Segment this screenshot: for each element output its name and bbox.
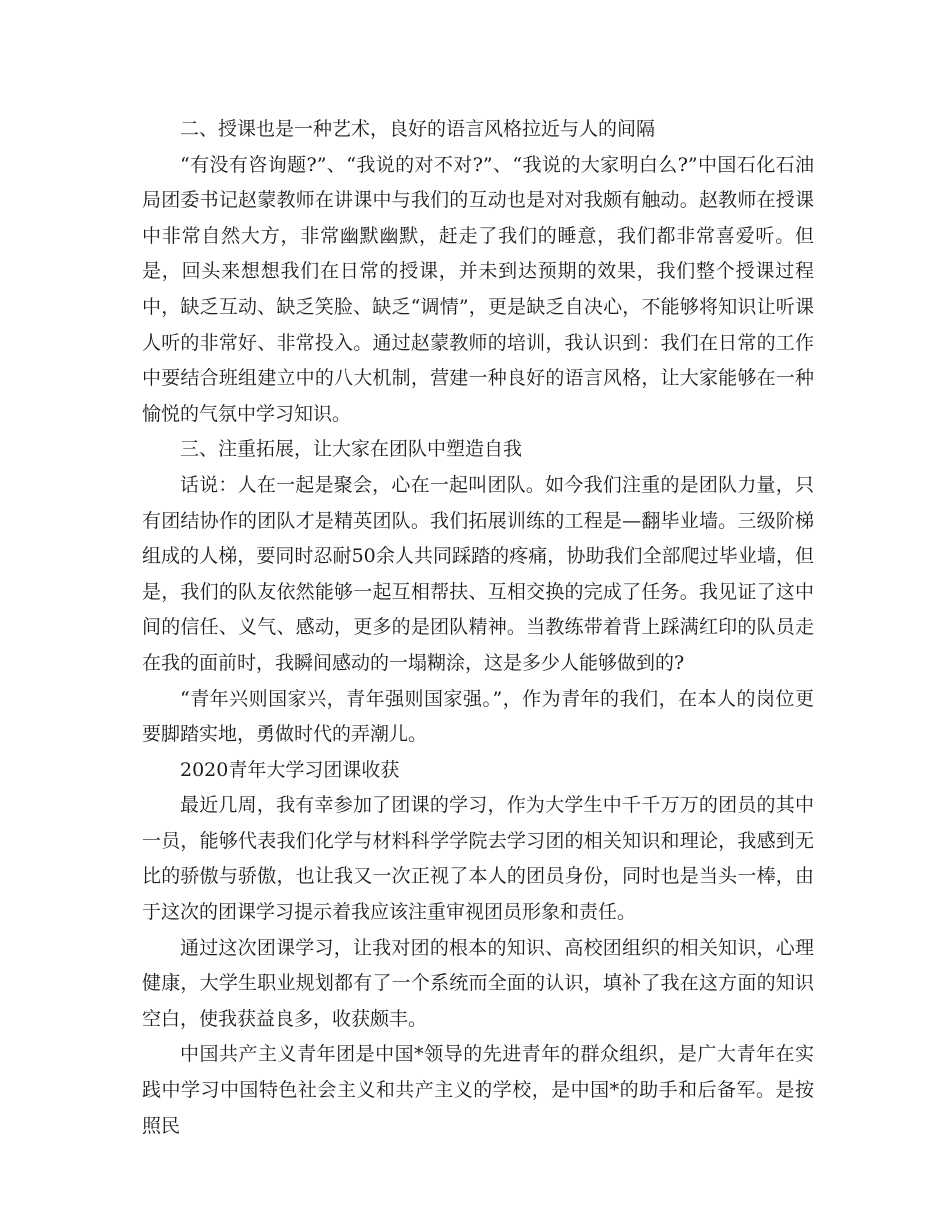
paragraph: 通过这次团课学习，让我对团的根本的知识、高校团组织的相关知识，心理健康，大学生职业规划都有了一个系统而全面的认识，填补了我在这方面的知识空白，使我获益良多，收获颇丰。 — [142, 936, 814, 1030]
paragraph: 中国共产主义青年团是中国*领导的先进青年的群众组织，是广大青年在实践中学习中国特色社会主义和共产主义的学校，是中国*的助手和后备军。是按照民 — [142, 1043, 814, 1137]
paragraph: 话说：人在一起是聚会，心在一起叫团队。如今我们注重的是团队力量，只有团结协作的团队才是精英团队。我们拓展训练的工程是—翻毕业墙。三级阶梯组成的人梯，要同时忍耐50余人共同踩踏的疼痛，协助我们全部爬过毕业墙，但是，我们的队友依然能够一起互相帮扶、互相交换的完成了任务。我见证了这中间的信任、义气、感动，更多的是团队精神。当教练带着背上踩满红印的队员走在我的面前时，我瞬间感动的一塌糊涂，这是多少人能够做到的? — [142, 473, 814, 674]
paragraph: “有没有咨询题?”、“我说的对不对?”、“我说的大家明白么?”中国石化石油局团委书记赵蒙教师在讲课中与我们的互动也是对对我颇有触动。赵教师在授课中非常自然大方，非常幽默幽默，赶走了我们的睡意，我们都非常喜爱听。但是，回头来想想我们在日常的授课，并未到达预期的效果，我们整个授课过程中，缺乏互动、缺乏笑脸、缺乏“调情”，更是缺乏自决心，不能够将知识让听课人听的非常好、非常投入。通过赵蒙教师的培训，我认识到：我们在日常的工作中要结合班组建立中的八大机制，营建一种良好的语言风格，让大家能够在一种愉悦的气氛中学习知识。 — [142, 153, 814, 425]
document-body — [142, 112, 814, 1144]
section-heading-3: 三、注重拓展，让大家在团队中塑造自我 — [180, 438, 523, 461]
paragraph: 最近几周，我有幸参加了团课的学习，作为大学生中千千万万的团员的其中一员，能够代表我们化学与材料科学学院去学习团的相关知识和理论，我感到无比的骄傲与骄傲，也让我又一次正视了本人的团员身份，同时也是当头一棒，由于这次的团课学习提示着我应该注重审视团员形象和责任。 — [142, 794, 814, 924]
article-title: 2020青年大学习团课收获 — [180, 758, 400, 781]
section-heading-2: 二、授课也是一种艺术，良好的语言风格拉近与人的间隔 — [180, 118, 656, 140]
paragraph: “青年兴则国家兴，青年强则国家强。”，作为青年的我们，在本人的岗位更要脚踏实地，勇做时代的弄潮儿。 — [142, 687, 814, 746]
